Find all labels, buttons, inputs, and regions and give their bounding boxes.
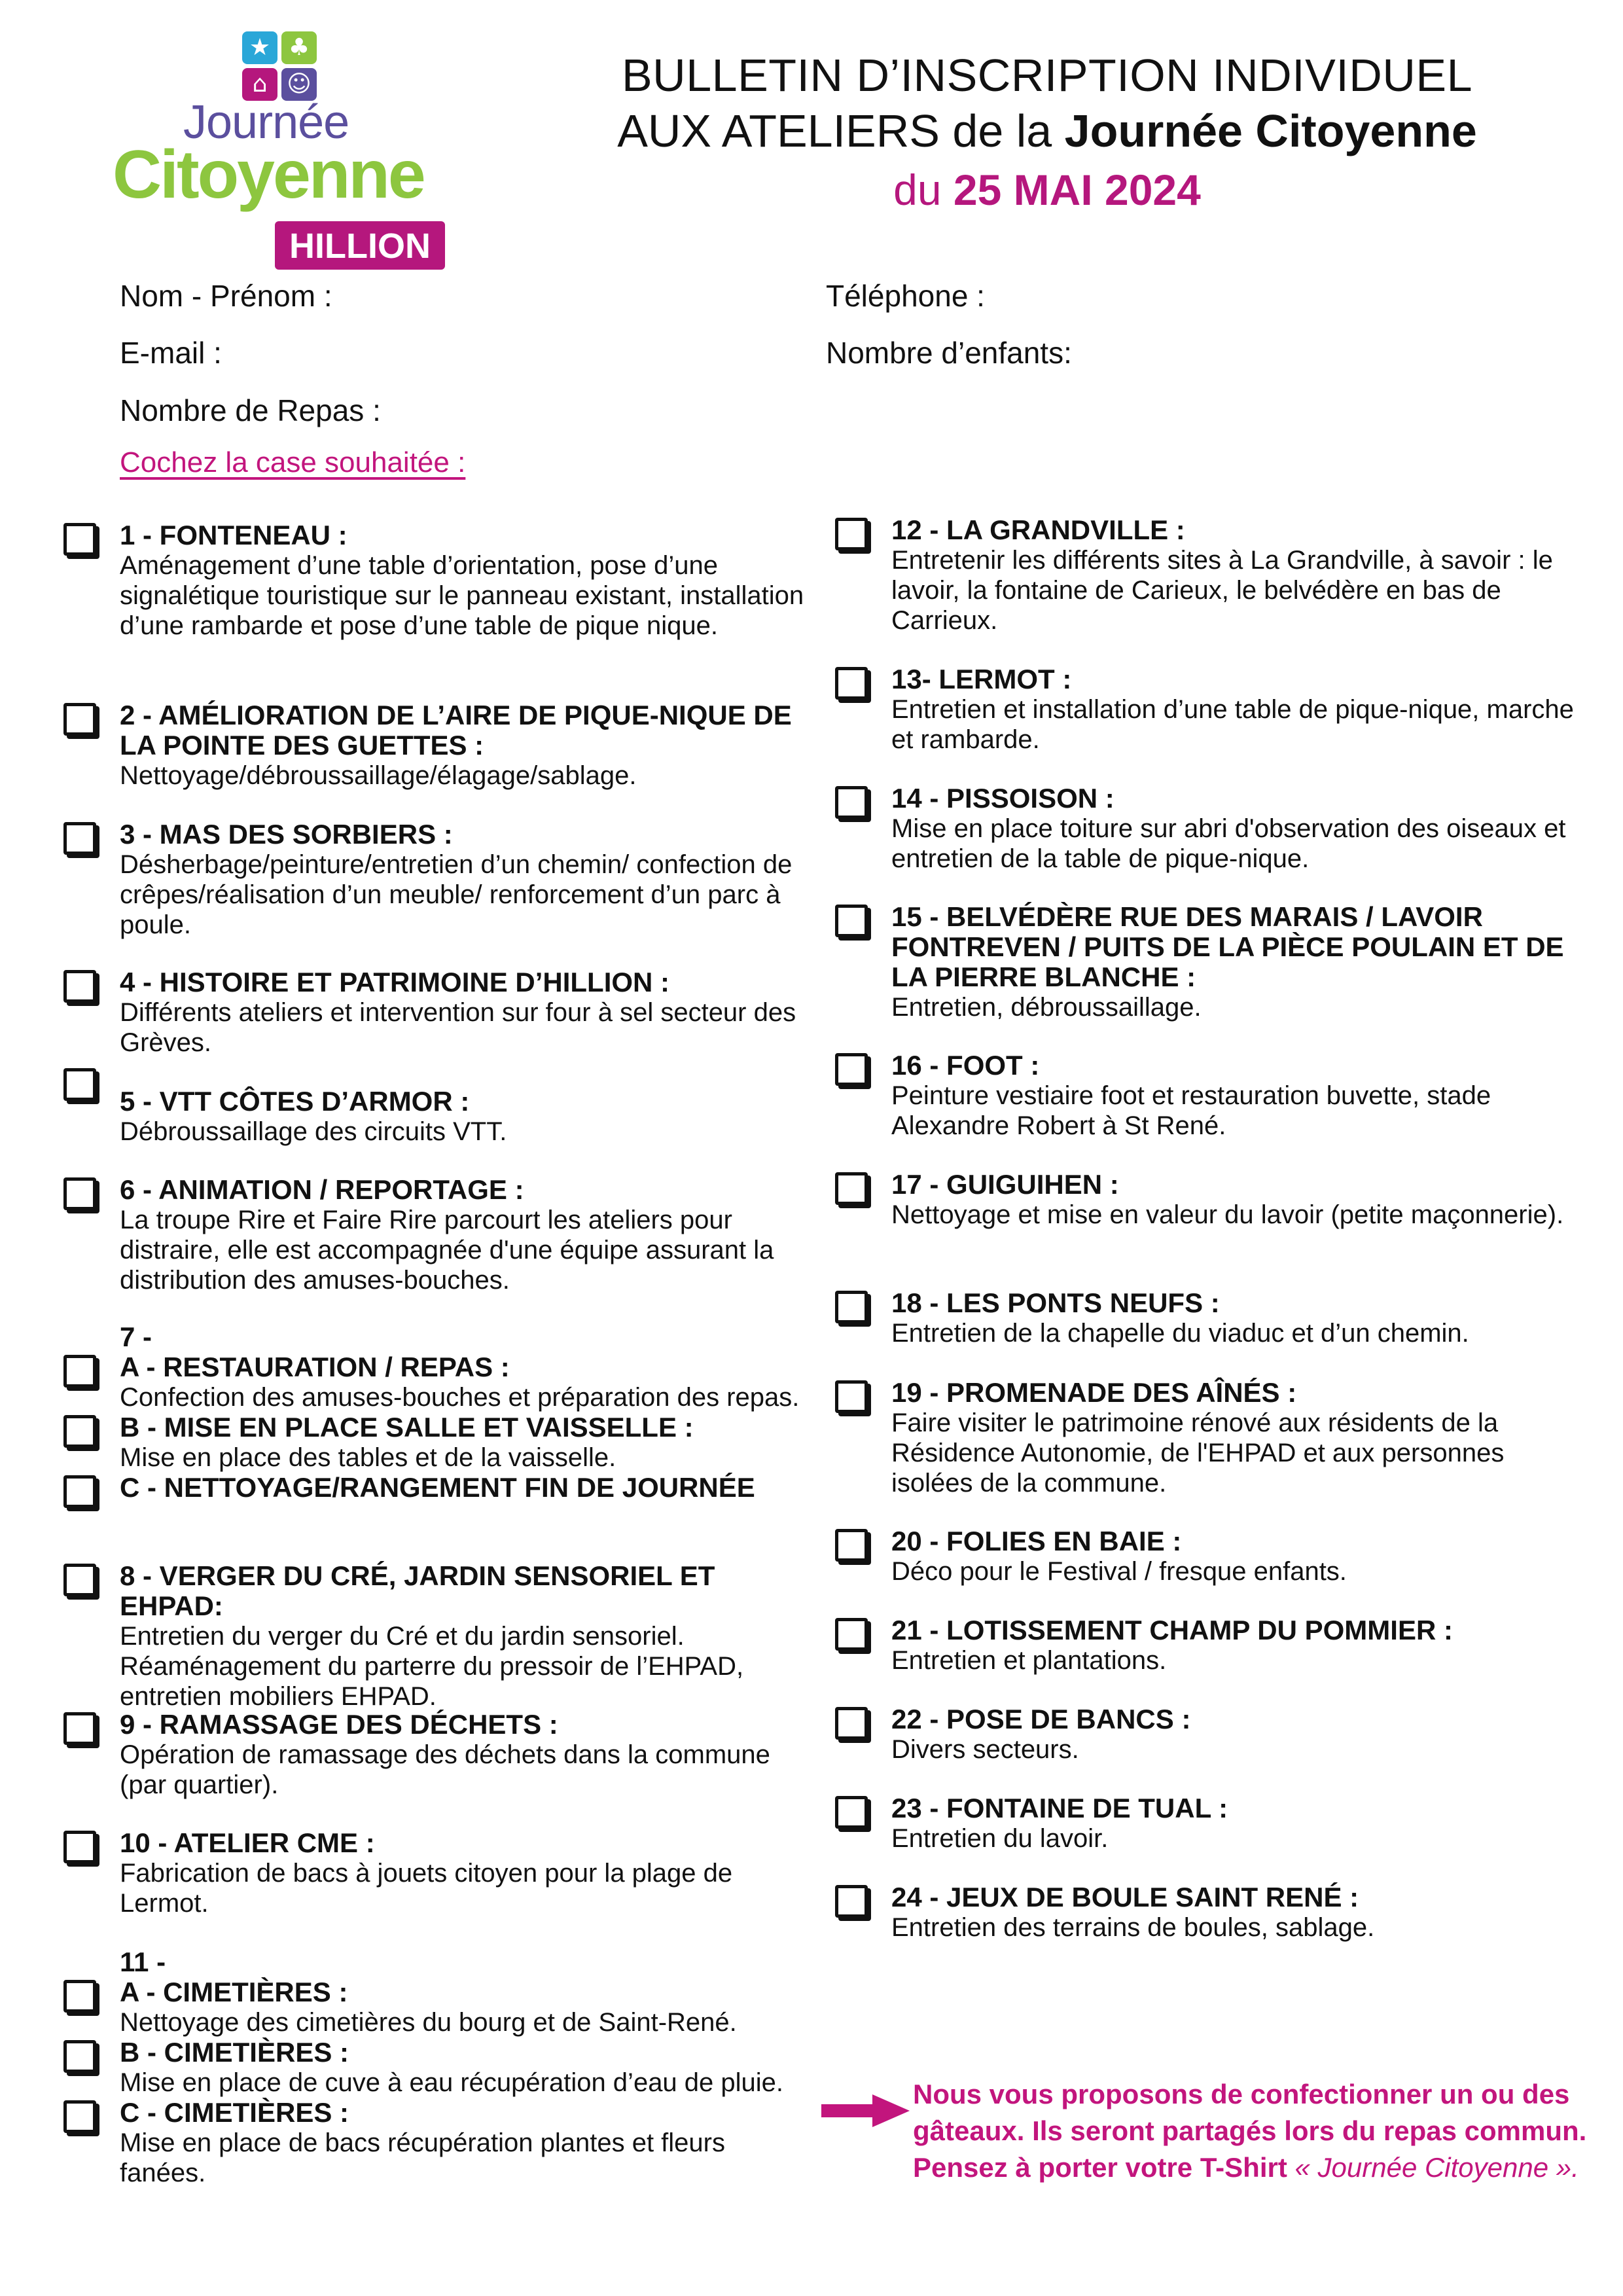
- title-line-2: [537, 101, 1558, 160]
- checkbox-20[interactable]: [835, 1529, 868, 1562]
- workshop-3: [120, 819, 813, 940]
- workshop-desc: Nettoyage des cimetières du bourg et de Saint-René.: [120, 2008, 737, 2037]
- workshop-desc: La troupe Rire et Faire Rire parcourt les ateliers pour distraire, elle est accompagnée d'une équipe assurant la distribution des amuses-bouches.: [120, 1206, 774, 1295]
- workshop-title: 22 - POSE DE BANCS :: [891, 1704, 1191, 1734]
- workshop-7: [120, 1322, 813, 1503]
- workshop-21: [891, 1615, 1585, 1676]
- checkbox-10[interactable]: [63, 1831, 96, 1863]
- workshop-5: [120, 1086, 813, 1147]
- workshop-title: 16 - FOOT :: [891, 1050, 1040, 1081]
- workshop-11: [120, 1947, 813, 2188]
- checkbox-22[interactable]: [835, 1707, 868, 1740]
- workshop-desc: Désherbage/peinture/entretien d’un chemin/ confection de crêpes/réalisation d’un meuble/ renforcement d’un parc à poule.: [120, 850, 793, 939]
- workshop-title: 24 - JEUX DE BOULE SAINT RENÉ :: [891, 1882, 1359, 1912]
- house-icon: ⌂: [242, 68, 277, 101]
- workshop-9: [120, 1710, 813, 1800]
- checkbox-23[interactable]: [835, 1796, 868, 1829]
- workshop-24: [891, 1882, 1585, 1943]
- checkbox-8[interactable]: [63, 1564, 96, 1596]
- workshop-desc: Aménagement d’une table d’orientation, pose d’une signalétique touristique sur le panneau existant, installation d’une rambarde et pose d’une table de pique nique.: [120, 551, 804, 640]
- checkbox-5[interactable]: [63, 1068, 96, 1101]
- title-du: du: [893, 166, 954, 214]
- title-de-la: de la: [939, 105, 1065, 156]
- workshop-6: [120, 1175, 813, 1295]
- cochez-instruction: Cochez la case souhaitée :: [120, 446, 466, 478]
- workshop-10: [120, 1828, 813, 1918]
- workshop-16: [891, 1050, 1585, 1141]
- workshop-11a: [120, 1977, 813, 2037]
- logo-word-journee: Journée: [183, 96, 349, 149]
- checkbox-9[interactable]: [63, 1712, 96, 1745]
- tree-icon: ♣: [281, 31, 317, 64]
- workshop-title: 19 - PROMENADE DES AÎNÉS :: [891, 1377, 1297, 1408]
- workshop-title: 12 - LA GRANDVILLE :: [891, 514, 1185, 545]
- checkbox-3[interactable]: [63, 822, 96, 855]
- title-date: 25 MAI 2024: [953, 166, 1201, 214]
- workshop-desc: Entretien du lavoir.: [891, 1824, 1109, 1853]
- workshop-2: [120, 700, 813, 791]
- workshop-desc: Fabrication de bacs à jouets citoyen pour la plage de Lermot.: [120, 1859, 733, 1918]
- workshop-desc: Divers secteurs.: [891, 1735, 1079, 1764]
- checkbox-7c[interactable]: [63, 1475, 96, 1508]
- checkbox-11a[interactable]: [63, 1980, 96, 2013]
- checkbox-12[interactable]: [835, 518, 868, 550]
- checkbox-21[interactable]: [835, 1618, 868, 1651]
- workshop-17: [891, 1170, 1585, 1230]
- checkbox-14[interactable]: [835, 786, 868, 819]
- workshop-desc: Confection des amuses-bouches et préparation des repas.: [120, 1383, 800, 1412]
- checkbox-15[interactable]: [835, 905, 868, 937]
- workshop-desc: Entretien du verger du Cré et du jardin sensoriel. Réaménagement du parterre du pressoir de l’EHPAD, entretien mobiliers EHPAD.: [120, 1622, 744, 1711]
- checkbox-16[interactable]: [835, 1053, 868, 1086]
- title-date-line: [537, 160, 1558, 219]
- workshop-desc: Entretien et plantations.: [891, 1646, 1167, 1675]
- workshop-title: A - CIMETIÈRES :: [120, 1977, 348, 2007]
- checkbox-1[interactable]: [63, 523, 96, 556]
- workshop-title: A - RESTAURATION / REPAS :: [120, 1352, 510, 1382]
- workshop-title: 8 - VERGER DU CRÉ, JARDIN SENSORIEL ET EHPAD:: [120, 1560, 715, 1621]
- workshop-title: 14 - PISSOISON :: [891, 783, 1115, 814]
- checkbox-13[interactable]: [835, 667, 868, 700]
- workshop-desc: Entretien et installation d’une table de pique-nique, marche et rambarde.: [891, 695, 1574, 754]
- workshop-desc: Mise en place de cuve à eau récupération d’eau de pluie.: [120, 2068, 784, 2097]
- workshop-7c: [120, 1473, 813, 1503]
- workshop-18: [891, 1288, 1585, 1348]
- field-nombre-repas[interactable]: Nombre de Repas :: [120, 393, 381, 427]
- workshop-desc: Différents ateliers et intervention sur four à sel secteur des Grèves.: [120, 998, 796, 1057]
- title-aux-ateliers: AUX ATELIERS: [617, 105, 940, 156]
- workshop-desc: Opération de ramassage des déchets dans la commune (par quartier).: [120, 1740, 770, 1799]
- title-journee-citoyenne: Journée Citoyenne: [1064, 105, 1477, 156]
- cake-note: [913, 2076, 1594, 2186]
- workshop-14: [891, 783, 1585, 874]
- workshop-title: 21 - LOTISSEMENT CHAMP DU POMMIER :: [891, 1615, 1453, 1645]
- tshirt-note: [913, 2149, 1594, 2186]
- workshop-22: [891, 1704, 1585, 1765]
- workshop-desc: Débroussaillage des circuits VTT.: [120, 1117, 507, 1146]
- workshop-desc: Peinture vestiaire foot et restauration buvette, stade Alexandre Robert à St René.: [891, 1081, 1491, 1140]
- workshop-23: [891, 1793, 1585, 1854]
- checkbox-2[interactable]: [63, 703, 96, 736]
- workshop-title: 1 - FONTENEAU :: [120, 520, 348, 550]
- workshop-1: [120, 520, 813, 641]
- checkbox-11c[interactable]: [63, 2100, 96, 2133]
- workshop-title: 6 - ANIMATION / REPORTAGE :: [120, 1174, 524, 1205]
- workshop-7a: [120, 1352, 813, 1412]
- workshop-title: 18 - LES PONTS NEUFS :: [891, 1287, 1220, 1318]
- workshop-11b: [120, 2037, 813, 2098]
- checkbox-7a[interactable]: [63, 1355, 96, 1388]
- title-line-1: BULLETIN D’INSCRIPTION INDIVIDUEL: [621, 50, 1473, 101]
- workshop-title: C - CIMETIÈRES :: [120, 2097, 349, 2128]
- checkbox-7b[interactable]: [63, 1415, 96, 1448]
- workshop-20: [891, 1526, 1585, 1587]
- workshop-desc: Entretien, débroussaillage.: [891, 993, 1202, 1022]
- page-title: [537, 49, 1558, 219]
- workshop-11-heading: 11 -: [120, 1946, 166, 1977]
- checkbox-4[interactable]: [63, 970, 96, 1003]
- workshop-desc: Mise en place des tables et de la vaisselle.: [120, 1443, 616, 1472]
- workshop-title: 23 - FONTAINE DE TUAL :: [891, 1793, 1228, 1823]
- workshop-title: 2 - AMÉLIORATION DE L’AIRE DE PIQUE-NIQUE DE LA POINTE DES GUETTES :: [120, 700, 792, 761]
- logo-word-citoyenne: Citoyenne: [113, 137, 424, 213]
- workshop-4: [120, 967, 813, 1058]
- checkbox-19[interactable]: [835, 1380, 868, 1413]
- workshop-desc: Nettoyage et mise en valeur du lavoir (petite maçonnerie).: [891, 1200, 1564, 1229]
- workshop-7b: [120, 1412, 813, 1473]
- workshop-12: [891, 515, 1585, 636]
- field-email[interactable]: E-mail :: [120, 336, 222, 370]
- cake-note-text: Nous vous proposons de confectionner un ou des gâteaux. Ils seront partagés lors du repas commun.: [913, 2079, 1587, 2146]
- workshop-title: 9 - RAMASSAGE DES DÉCHETS :: [120, 1709, 558, 1740]
- workshop-desc: Mise en place toiture sur abri d'observation des oiseaux et entretien de la table de pique-nique.: [891, 814, 1566, 873]
- tshirt-note-italic: « Journée Citoyenne ».: [1294, 2152, 1579, 2183]
- workshop-desc: Faire visiter le patrimoine rénové aux résidents de la Résidence Autonomie, de l'EHPAD et aux personnes isolées de la commune.: [891, 1408, 1505, 1498]
- tshirt-note-text: Pensez à porter votre T-Shirt: [913, 2152, 1295, 2183]
- logo-word-hillion: HILLION: [275, 221, 445, 270]
- journee-citoyenne-logo: [111, 31, 445, 266]
- workshop-title: 3 - MAS DES SORBIERS :: [120, 819, 453, 850]
- field-telephone[interactable]: Téléphone :: [826, 279, 985, 313]
- workshop-title: C - NETTOYAGE/RANGEMENT FIN DE JOURNÉE: [120, 1472, 755, 1503]
- workshop-title: 17 - GUIGUIHEN :: [891, 1169, 1119, 1200]
- workshop-7-heading: 7 -: [120, 1321, 152, 1352]
- workshop-title: 20 - FOLIES EN BAIE :: [891, 1526, 1182, 1556]
- workshop-desc: Nettoyage/débroussaillage/élagage/sablage.: [120, 761, 637, 790]
- workshop-title: 10 - ATELIER CME :: [120, 1827, 375, 1858]
- workshop-desc: Entretien des terrains de boules, sablage.: [891, 1913, 1375, 1942]
- workshop-desc: Entretenir les différents sites à La Grandville, à savoir : le lavoir, la fontaine de Carieux, le belvédère en bas de Carrieux.: [891, 546, 1553, 635]
- checkbox-11b[interactable]: [63, 2040, 96, 2073]
- workshop-desc: Déco pour le Festival / fresque enfants.: [891, 1557, 1347, 1586]
- checkbox-24[interactable]: [835, 1885, 868, 1918]
- workshop-8: [120, 1561, 813, 1712]
- workshop-15: [891, 902, 1585, 1022]
- workshop-title: 5 - VTT CÔTES D’ARMOR :: [120, 1086, 470, 1117]
- arrow-right-icon: [821, 2094, 910, 2127]
- checkbox-6[interactable]: [63, 1177, 96, 1210]
- workshop-title: B - CIMETIÈRES :: [120, 2037, 349, 2068]
- field-nom-prenom[interactable]: Nom - Prénom :: [120, 279, 332, 313]
- workshop-13: [891, 664, 1585, 755]
- workshop-title: 15 - BELVÉDÈRE RUE DES MARAIS / LAVOIR FONTREVEN / PUITS DE LA PIÈCE POULAIN ET DE LA PIERRE BLANCHE :: [891, 901, 1564, 992]
- checkbox-18[interactable]: [835, 1291, 868, 1323]
- star-icon: ★: [242, 31, 277, 64]
- checkbox-17[interactable]: [835, 1172, 868, 1205]
- person-icon: ☺: [281, 68, 317, 101]
- logo-icons: [242, 31, 321, 103]
- workshop-title: B - MISE EN PLACE SALLE ET VAISSELLE :: [120, 1412, 694, 1443]
- workshop-19: [891, 1378, 1585, 1498]
- workshop-title: 13- LERMOT :: [891, 664, 1072, 694]
- workshop-desc: Mise en place de bacs récupération plantes et fleurs fanées.: [120, 2128, 725, 2187]
- workshop-desc: Entretien de la chapelle du viaduc et d’un chemin.: [891, 1319, 1469, 1348]
- field-nombre-enfants[interactable]: Nombre d’enfants:: [826, 336, 1072, 370]
- workshop-11c: [120, 2098, 813, 2188]
- workshop-title: 4 - HISTOIRE ET PATRIMOINE D’HILLION :: [120, 967, 670, 997]
